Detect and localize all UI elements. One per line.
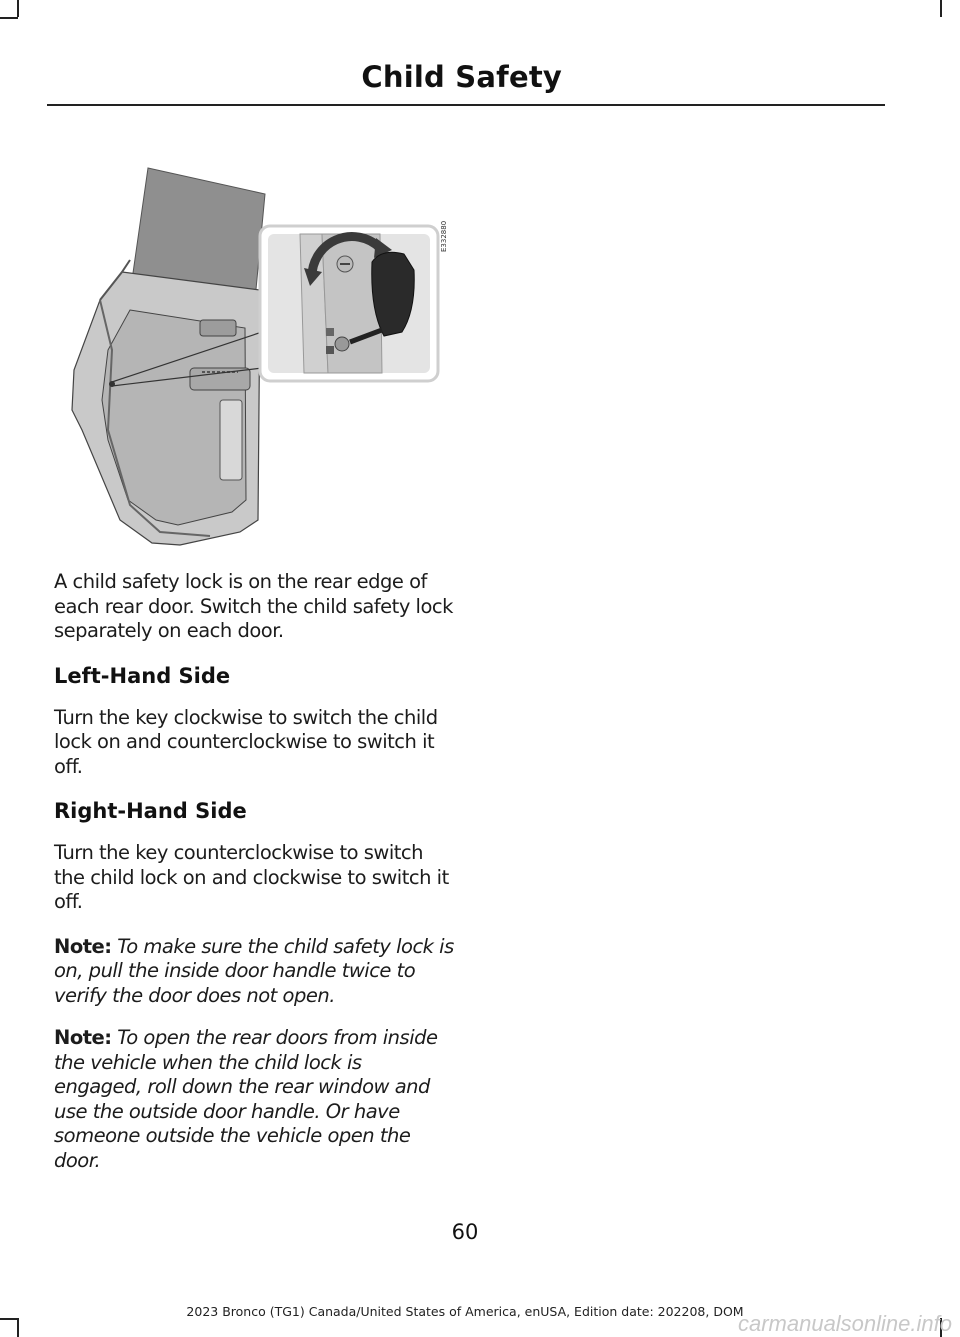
crop-mark	[17, 0, 19, 17]
note-verify-lock	[54, 935, 454, 1009]
footer-edition: 2023 Bronco (TG1) Canada/United States of America, enUSA, Edition date: 202208, DOM	[186, 1304, 744, 1319]
section-heading-right-hand-side: Right-Hand Side	[54, 799, 247, 823]
section-heading-left-hand-side: Left-Hand Side	[54, 663, 231, 688]
watermark: carmanualsonline.info	[737, 1311, 952, 1336]
crop-mark	[0, 17, 18, 19]
crop-mark	[17, 1318, 19, 1337]
note-label: Note:	[54, 934, 112, 958]
intro-paragraph: A child safety lock is on the rear edge of each rear door. Switch the child safety lock separately on each door.	[54, 570, 453, 642]
note-text: To open the rear doors from inside the vehicle when the child lock is engaged, roll down the rear window and use the outside door handle. Or have someone outside the vehicle open the door.	[54, 1026, 438, 1172]
body-content	[54, 570, 454, 1191]
note-open-from-inside	[54, 1026, 454, 1173]
crop-mark	[940, 0, 942, 17]
page-number: 60	[451, 1220, 479, 1244]
section-text-right-hand-side: Turn the key counterclockwise to switch the child lock on and clockwise to switch it off.	[54, 841, 449, 913]
section-text-left-hand-side: Turn the key clockwise to switch the child lock on and counterclockwise to switch it off.	[54, 705, 438, 778]
note-label: Note:	[54, 1026, 112, 1049]
note-text: To make sure the child safety lock is on, pull the inside door handle twice to verify the door does not open.	[54, 934, 454, 1007]
door-child-lock-illustration	[60, 160, 450, 555]
header-rule	[47, 104, 885, 106]
page-title: Child Safety	[361, 60, 562, 94]
figure-code: E332880	[440, 220, 448, 252]
